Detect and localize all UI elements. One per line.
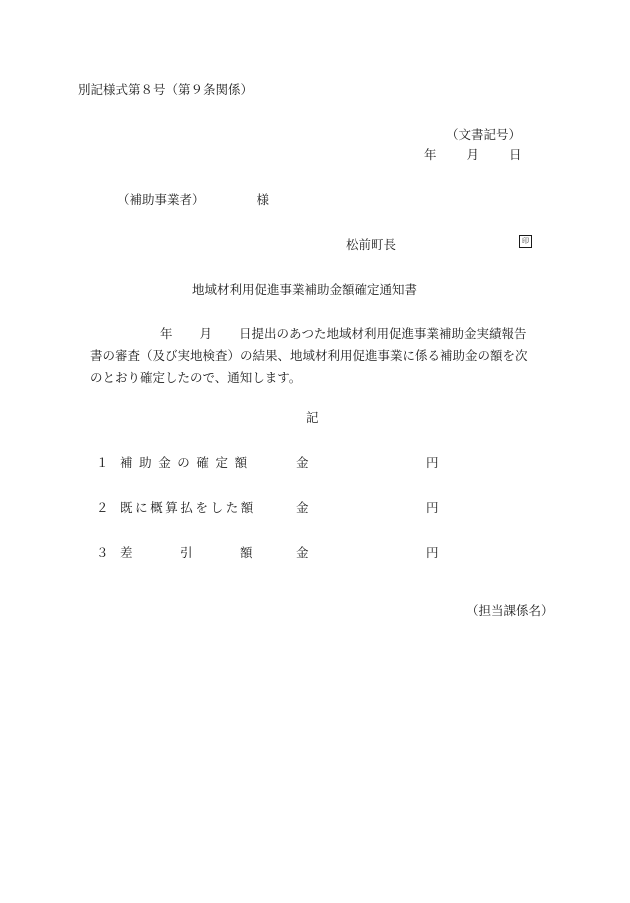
recipient-line (117, 190, 269, 208)
item-yen: 円 (426, 455, 439, 470)
item-kin: 金 (296, 455, 309, 470)
body-line-3: のとおり確定したので、通知します。 (90, 370, 302, 385)
body-line-1 (80, 323, 550, 345)
date-line (424, 145, 522, 163)
item-label: 既に概算払をした額 (120, 500, 256, 515)
item-number: ２ (96, 500, 109, 515)
item-kin: 金 (296, 545, 309, 560)
body-paragraph (80, 323, 550, 389)
date-year: 年 (424, 147, 437, 162)
document-title: 地域材利用促進事業補助金額確定通知書 (192, 282, 418, 297)
date-day: 日 (509, 147, 522, 162)
item-number: １ (96, 455, 109, 470)
ki-heading: 記 (306, 410, 319, 425)
sender-name: 松前町長 (346, 237, 397, 252)
item-yen: 円 (426, 545, 439, 560)
recipient-name: （補助事業者） (117, 192, 205, 207)
body-year: 年 (160, 326, 173, 341)
item-label-part: 引 (180, 545, 193, 560)
body-month: 月 (199, 326, 213, 341)
seal-stamp: 印 (519, 235, 532, 248)
item-kin: 金 (296, 500, 309, 515)
item-number: ３ (96, 545, 109, 560)
item-label-part: 額 (240, 545, 253, 560)
body-line1-rest: 日提出のあつた地域材利用促進事業補助金実績報告 (239, 326, 527, 341)
contact-section-name: （担当課係名） (466, 603, 554, 618)
item-label: 補助金の確定額 (120, 455, 254, 470)
recipient-honorific: 様 (256, 192, 270, 207)
date-month: 月 (466, 147, 480, 162)
form-number: 別記様式第８号（第９条関係） (78, 82, 254, 97)
body-line-2: 書の審査（及び実地検査）の結果、地域材利用促進事業に係る補助金の額を次 (90, 348, 528, 363)
document-number: （文書記号） (446, 127, 522, 142)
item-yen: 円 (426, 500, 439, 515)
item-label-part: 差 (120, 545, 133, 560)
